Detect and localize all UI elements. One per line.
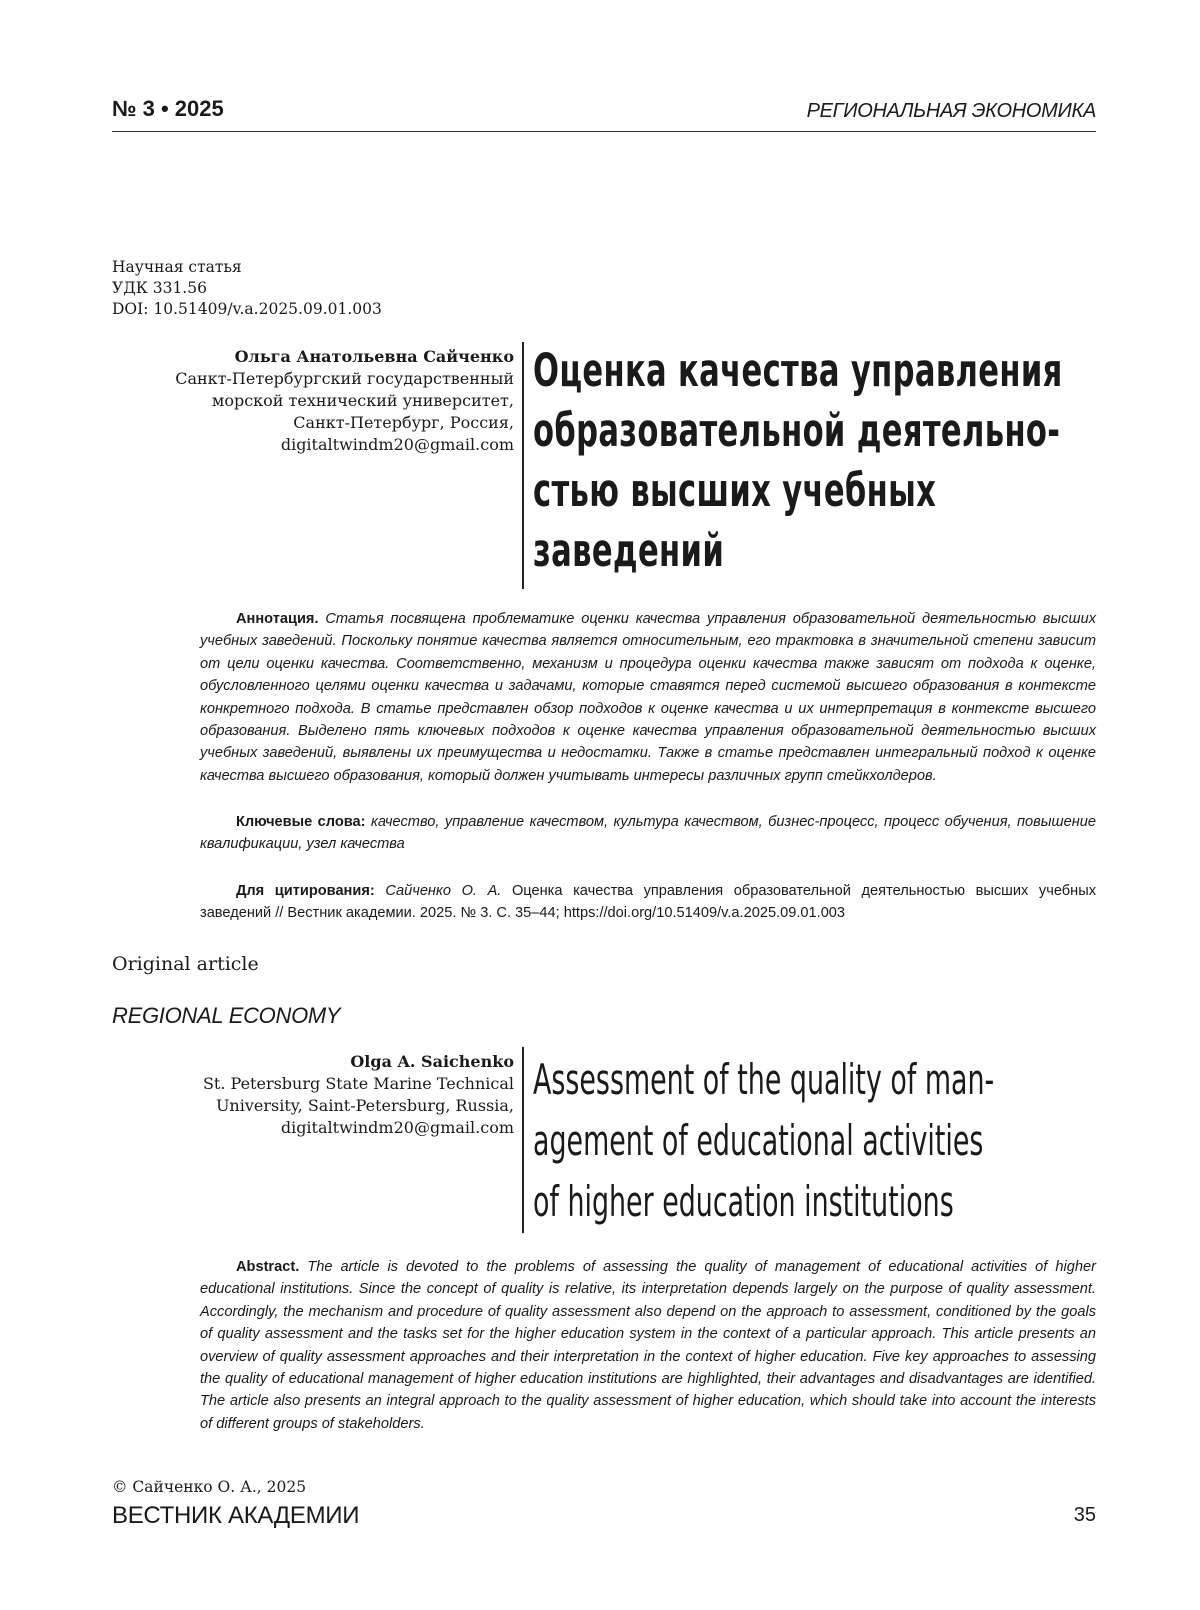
author-email-ru[interactable]: digitaltwindm20@gmail.com (280, 435, 514, 454)
author-name-ru: Ольга Анатольевна Сайченко (234, 347, 514, 366)
original-article-label: Original article (112, 953, 259, 975)
title-line: стью высших учебных (533, 464, 937, 517)
affiliation-line: St. Petersburg State Marine Technical (202, 1074, 514, 1093)
author-email-en[interactable]: digitaltwindm20@gmail.com (280, 1118, 514, 1137)
article-meta (112, 257, 382, 320)
abstract-text-ru: Статья посвящена проблематике оценки качества управления образовательной деятельностью высших учебных заведений. Поскольку понятие качества является относительным, его трактовка в значительной степени зависит от цели оценки качества. Соответственно, механизм и процедура оценки качества также зависят от подхода к оценке, обусловленного целями оценки качества и задачами, которые ставятся перед системой высшего образования в контексте конкретного подхода. В статье представлен обзор подходов к оценке качества и их интерпретация в контексте высшего образования. Выделено пять ключевых подходов к оценке качества управления образовательной деятельностью высших учебных заведений, выявлены их преимущества и недостатки. Также в статье представлен интегральный подход к оценке качества высшего образования, который должен учитывать интересы различных групп стейкхолдеров. (200, 611, 1096, 784)
citation-label: Для цитирования: (236, 883, 375, 899)
title-line: образовательной деятельно- (533, 404, 1061, 457)
affiliation-line: морской технический университет, (211, 391, 514, 410)
author-block-en (114, 1051, 514, 1139)
title-line: Assessment of the quality of man- (533, 1055, 995, 1104)
article-type: Научная статья (112, 258, 242, 276)
author-block-ru (114, 346, 514, 456)
author-name-en: Olga A. Saichenko (350, 1052, 514, 1071)
header-divider (112, 131, 1096, 132)
abstract-label-en: Abstract. (236, 1259, 300, 1275)
copyright: © Сайченко О. А., 2025 (112, 1478, 307, 1496)
citation (200, 880, 1096, 925)
section-title-en: REGIONAL ECONOMY (112, 1003, 341, 1028)
affiliation-line: Санкт-Петербургский государственный (175, 369, 514, 388)
article-title-en (533, 1049, 994, 1232)
abstract-text-en: The article is devoted to the problems of assessing the quality of management of educational activities of higher educational institutions. Since the concept of quality is relative, its interpretation depends largely on the purpose of quality assessment. Accordingly, the mechanism and procedure of quality assessment also depend on the approach to assessment, conditioned by the goals of quality assessment and the tasks set for the higher education system in the context of a particular approach. This article presents an overview of quality assessment approaches and their interpretation in the context of higher education. Five key approaches to assessing the quality of educational management of higher education institutions are highlighted, their advantages and disadvantages are identified. The article also presents an integral approach to the quality assessment of higher education, which should take into account the interests of different groups of stakeholders. (200, 1259, 1096, 1432)
title-line: agement of educational activities (533, 1116, 984, 1165)
title-line: of higher education institutions (533, 1177, 954, 1226)
affiliation-line: University, Saint-Petersburg, Russia, (215, 1096, 514, 1115)
journal-name: ВЕСТНИК АКАДЕМИИ (112, 1502, 360, 1529)
running-section-title: РЕГИОНАЛЬНАЯ ЭКОНОМИКА (806, 100, 1096, 122)
title-line: заведений (533, 524, 725, 577)
citation-text[interactable]: Оценка качества управления образовательной деятельностью высших учебных заведений // Вестник академии. 2025. № 3. С. 35–44; https://doi.org/10.51409/v.a.2025.09.01.003 (200, 883, 1096, 922)
doi: DOI: 10.51409/v.a.2025.09.01.003 (112, 300, 382, 318)
keywords-text: качество, управление качеством, культура качеством, бизнес-процесс, процесс обучения, повышение квалификации, узел качества (200, 814, 1096, 853)
page-number: 35 (1073, 1504, 1096, 1526)
abstract-ru (200, 608, 1096, 787)
abstract-en (200, 1256, 1096, 1435)
title-line: Оценка качества управления (533, 344, 1063, 397)
keywords-ru (200, 811, 1096, 856)
article-title-ru (533, 341, 1063, 581)
keywords-label: Ключевые слова: (236, 814, 366, 830)
title-divider-ru (522, 342, 524, 589)
title-divider-en (522, 1047, 524, 1233)
udc-code: УДК 331.56 (112, 279, 207, 297)
citation-author: Сайченко О. А. (385, 883, 502, 899)
affiliation-line: Санкт-Петербург, Россия, (293, 413, 514, 432)
issue-number: № 3 • 2025 (112, 96, 224, 121)
abstract-label-ru: Аннотация. (236, 611, 319, 627)
